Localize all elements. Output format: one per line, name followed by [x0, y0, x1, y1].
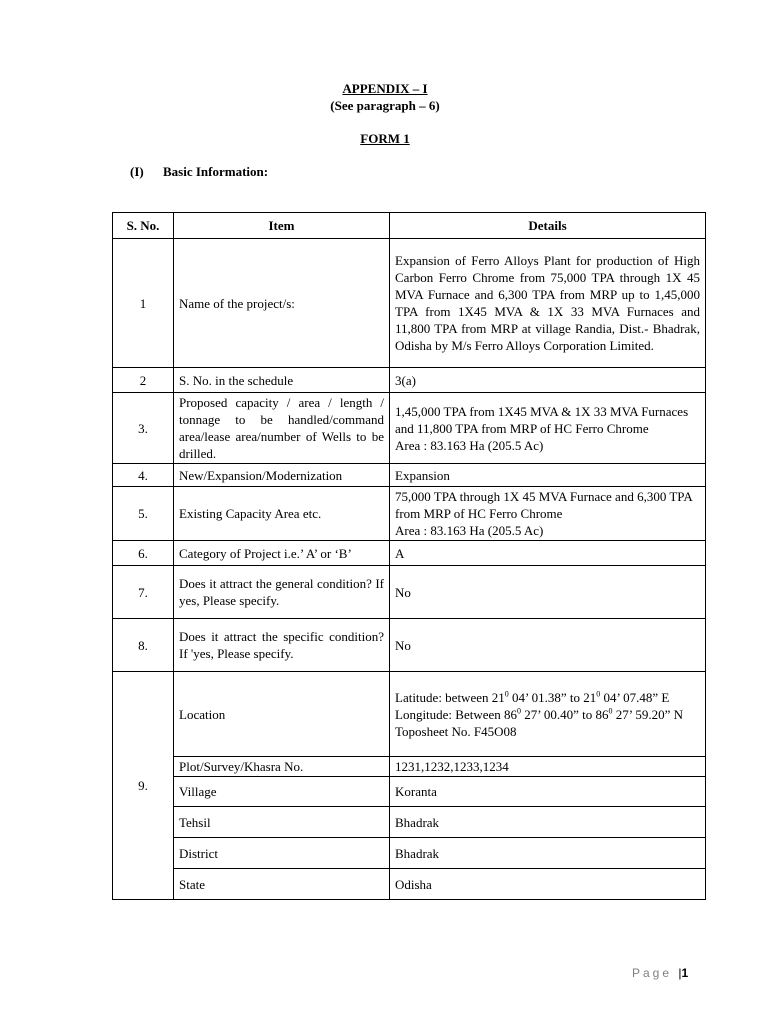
row-details: Bhadrak	[390, 838, 706, 869]
row-details: 1231,1232,1233,1234	[390, 757, 706, 777]
table-row	[113, 487, 706, 541]
row-item: Tehsil	[174, 807, 390, 838]
row-item: S. No. in the schedule	[174, 368, 390, 393]
basic-information-table	[112, 212, 706, 900]
row-details: Koranta	[390, 777, 706, 807]
row-item: State	[174, 869, 390, 900]
row-item: District	[174, 838, 390, 869]
page-number: 1	[681, 966, 689, 980]
details-line: 75,000 TPA through 1X 45 MVA Furnace and 6,300 TPA from MRP of HC Ferro Chrome	[395, 489, 692, 521]
details-line: Area : 83.163 Ha (205.5 Ac)	[395, 523, 544, 538]
row-details: No	[390, 619, 706, 672]
toposheet-line: Toposheet No. F45O08	[395, 723, 517, 739]
row-details: Expansion	[390, 464, 706, 487]
row-item: Category of Project i.e.’ A’ or ‘B’	[174, 541, 390, 566]
table-row	[113, 807, 706, 838]
table-row	[113, 393, 706, 464]
row-sno: 3.	[113, 393, 174, 464]
row-item: Name of the project/s:	[174, 239, 390, 368]
row-sno: 8.	[113, 619, 174, 672]
row-sno: 1	[113, 239, 174, 368]
row-details: 3(a)	[390, 368, 706, 393]
appendix-heading: APPENDIX – I	[342, 81, 428, 96]
table-header-row	[113, 213, 706, 239]
row-sno: 6.	[113, 541, 174, 566]
row-item: Does it attract the general condition? If yes, Please specify.	[174, 566, 390, 619]
page-separator: |	[678, 966, 682, 980]
section-heading	[130, 163, 268, 180]
table-row	[113, 672, 706, 757]
row-item: Village	[174, 777, 390, 807]
row-item: New/Expansion/Modernization	[174, 464, 390, 487]
section-title: Basic Information:	[163, 164, 269, 179]
row-details: Bhadrak	[390, 807, 706, 838]
row-item: Does it attract the specific condition? If 'yes, Please specify.	[174, 619, 390, 672]
latitude-line: Latitude: between $21^0$ 04’ 01.38” to $21^0$ 04’ 07.48” E	[395, 689, 670, 705]
table-row	[113, 757, 706, 777]
row-details	[390, 487, 706, 541]
table-row	[113, 869, 706, 900]
see-paragraph-note: (See paragraph – 6)	[330, 98, 440, 113]
longitude-line: Longitude: Between $86^0$ 27’ 00.40” to $86^0$ 27’ 59.20” N	[395, 706, 684, 722]
header-details: Details	[390, 213, 706, 239]
row-details	[390, 393, 706, 464]
row-sno: 4.	[113, 464, 174, 487]
row-details: Odisha	[390, 869, 706, 900]
table-row	[113, 619, 706, 672]
row-details: Expansion of Ferro Alloys Plant for production of High Carbon Ferro Chrome from 75,000 TPA through 1X 45 MVA Furnace and 6,300 TPA from MRP up to 1,45,000 TPA from 1X45 MVA & 1X 33 MVA Furnaces and 11,800 TPA from MRP at village Randia, Dist.- Bhadrak, Odisha by M/s Ferro Alloys Corporation Limited.	[390, 239, 706, 368]
table-row	[113, 368, 706, 393]
table-row	[113, 464, 706, 487]
header-item: Item	[174, 213, 390, 239]
details-line: 1,45,000 TPA from 1X45 MVA & 1X 33 MVA Furnaces and 11,800 TPA from MRP of HC Ferro Chrome	[395, 403, 689, 436]
section-number: (I)	[130, 164, 144, 179]
row-sno: 2	[113, 368, 174, 393]
table-row	[113, 777, 706, 807]
location-details	[390, 672, 706, 757]
details-line: Area : 83.163 Ha (205.5 Ac)	[395, 437, 544, 453]
header-sno: S. No.	[113, 213, 174, 239]
page-number-footer	[632, 966, 688, 980]
row-item: Plot/Survey/Khasra No.	[174, 757, 390, 777]
row-details: A	[390, 541, 706, 566]
row-sno: 5.	[113, 487, 174, 541]
table-row	[113, 541, 706, 566]
table-row	[113, 239, 706, 368]
row-item: Existing Capacity Area etc.	[174, 487, 390, 541]
table-row	[113, 566, 706, 619]
table-row	[113, 838, 706, 869]
page-label: Page	[632, 966, 673, 980]
form-title: FORM 1	[360, 131, 410, 146]
row-details: No	[390, 566, 706, 619]
row-sno: 7.	[113, 566, 174, 619]
location-item: Location	[174, 672, 390, 757]
row-item: Proposed capacity / area / length / tonnage to be handled/command area/lease area/number of Wells to be drilled.	[174, 393, 390, 464]
row-sno: 9.	[113, 672, 174, 900]
